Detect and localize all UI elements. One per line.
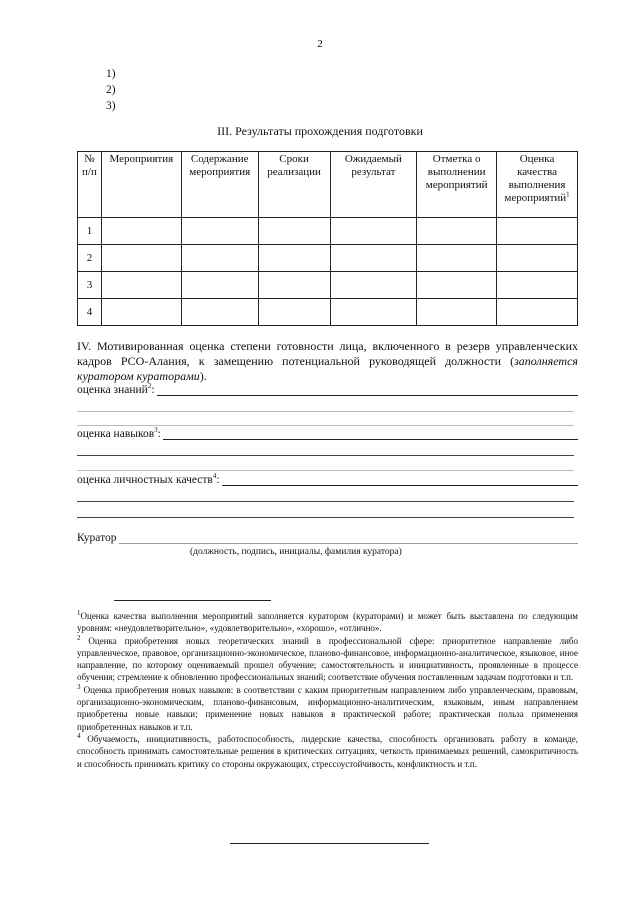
- curator-field[interactable]: [77, 532, 578, 544]
- row-number: 3: [78, 272, 102, 299]
- knowledge-field[interactable]: [77, 384, 578, 396]
- personal-qualities-line-3[interactable]: [77, 517, 574, 518]
- table-cell[interactable]: [258, 272, 330, 299]
- knowledge-line-3[interactable]: [77, 425, 574, 426]
- footnote-2-text: Оценка приобретения новых теоретических знаний в профессиональной сфере: приоритетное направление либо управленческое, правовое, организационно-экономическое, планово-финансовое, информационно-аналитическое, языковое, иное направление, по которому оцениваемый прошел обучение; самостоятельность и инициативность, проявленные в процессе обучения; стремление к обновлению профессиональных знаний; соответствие обучения поставленным задачам подготовки и т.п.: [77, 635, 578, 683]
- col-header-content: Содержание мероприятия: [181, 152, 258, 218]
- footnote-4-text: Обучаемость, инициативность, работоспособность, лидерские качества, способность организовать работу в команде, способность принимать самостоятельные решения в критических ситуациях, четкость принимаемых решений, самокритичность и способность принимать критику со стороны окружающих, стрессоустойчивость, конфликтность и т.п.: [77, 733, 578, 769]
- footnote-2-mark: 2: [77, 633, 81, 642]
- table-cell[interactable]: [417, 299, 497, 326]
- row-number: 2: [78, 245, 102, 272]
- table-cell[interactable]: [330, 245, 417, 272]
- col-header-mark: Отметка о выполнении мероприятий: [417, 152, 497, 218]
- footnote-3-text: Оценка приобретения новых навыков: в соответствии с каким приоритетным направлением либо управленческим, правовым, организационно-экономическим, планово-финансовым, информационно-аналитическим, языковым, иным направлением приобретены новые навыки; применение новых навыков в практической работе; практическая польза применения приобретенных навыков и т.п.: [77, 684, 578, 732]
- row-number: 1: [78, 218, 102, 245]
- table-cell[interactable]: [181, 272, 258, 299]
- table-cell[interactable]: [497, 245, 578, 272]
- table-row: [78, 272, 578, 299]
- bottom-rule: [230, 843, 429, 844]
- skills-line-3[interactable]: [77, 470, 574, 471]
- footnote-4-mark: 4: [77, 731, 81, 740]
- personal-qualities-label: оценка личностных качеств$^4$:: [77, 472, 220, 486]
- col-header-expected: Ожидаемый результат: [330, 152, 417, 218]
- skills-label-text: оценка навыков: [77, 428, 155, 440]
- knowledge-input-line[interactable]: [157, 384, 578, 396]
- col-header-num: № п/п: [78, 152, 102, 218]
- table-cell[interactable]: [101, 218, 181, 245]
- list-item: 2): [106, 84, 116, 96]
- footnote-4: [77, 733, 578, 770]
- table-cell[interactable]: [101, 245, 181, 272]
- footnote-ref-2: 2: [147, 382, 152, 391]
- table-cell[interactable]: [181, 218, 258, 245]
- table-row: [78, 299, 578, 326]
- section-4-text-end: ).: [199, 369, 207, 383]
- footnote-2: [77, 635, 578, 684]
- section-4-text: IV. Мотивированная оценка степени готовности лица, включенного в резерв управленческих кадров РСО-Алания, к замещению потенциальной руководящей должности (: [77, 339, 578, 368]
- footnote-1-text: Оценка качества выполнения мероприятий заполняется куратором (кураторами) и может быть выставлена по следующим уровням: «неудовлетворительно», «удовлетворительно», «хорошо», «отлично».: [77, 611, 578, 634]
- table-cell[interactable]: [417, 245, 497, 272]
- footnote-separator: [114, 600, 271, 601]
- skills-input-line[interactable]: [163, 428, 578, 440]
- table-row: [78, 218, 578, 245]
- table-cell[interactable]: [258, 299, 330, 326]
- table-cell[interactable]: [417, 272, 497, 299]
- table-cell[interactable]: [330, 299, 417, 326]
- table-cell[interactable]: [497, 218, 578, 245]
- skills-label: оценка навыков$^3$:: [77, 426, 161, 440]
- table-cell[interactable]: [258, 245, 330, 272]
- list-item: 3): [106, 100, 116, 112]
- table-cell[interactable]: [417, 218, 497, 245]
- curator-input-line[interactable]: [119, 532, 579, 544]
- skills-field[interactable]: [77, 428, 578, 440]
- footnote-ref-4: 4: [212, 472, 217, 481]
- section-4-paragraph: [77, 339, 578, 384]
- table-cell[interactable]: [497, 272, 578, 299]
- col-header-assessment: [497, 152, 578, 218]
- assessment-header-text: Оценка качества выполнения мероприятий: [504, 153, 567, 204]
- list-item: 1): [106, 68, 116, 80]
- footnote-3-mark: 3: [77, 682, 81, 691]
- knowledge-line-2[interactable]: [77, 411, 574, 412]
- table-cell[interactable]: [258, 218, 330, 245]
- table-cell[interactable]: [181, 299, 258, 326]
- section-4-italic-note: заполняется куратором кураторами: [77, 354, 578, 383]
- footnote-1-mark: 1: [77, 609, 81, 617]
- table-cell[interactable]: [330, 272, 417, 299]
- footnote-1: [77, 610, 578, 635]
- section-3-title: III. Результаты прохождения подготовки: [217, 124, 423, 138]
- personal-qualities-field[interactable]: [77, 474, 578, 486]
- personal-qualities-line-2[interactable]: [77, 501, 574, 502]
- page-number: 2: [317, 38, 323, 50]
- knowledge-label: оценка знаний$^2$:: [77, 382, 155, 396]
- footnote-3: [77, 684, 578, 733]
- table-cell[interactable]: [181, 245, 258, 272]
- table-cell[interactable]: [101, 299, 181, 326]
- curator-label: Куратор: [77, 532, 117, 544]
- table-cell[interactable]: [497, 299, 578, 326]
- col-header-activities: Мероприятия: [101, 152, 181, 218]
- table-header-row: [78, 152, 578, 218]
- skills-line-2[interactable]: [77, 455, 574, 456]
- personal-qualities-label-text: оценка личностных качеств: [77, 474, 213, 486]
- col-header-terms: Сроки реализации: [258, 152, 330, 218]
- knowledge-label-text: оценка знаний: [77, 384, 148, 396]
- footnotes: [77, 610, 578, 770]
- row-number: 4: [78, 299, 102, 326]
- footnote-ref-1: 1: [566, 190, 570, 199]
- curator-hint: (должность, подпись, инициалы, фамилия куратора): [190, 547, 402, 557]
- personal-qualities-input-line[interactable]: [222, 474, 578, 486]
- table-cell[interactable]: [101, 272, 181, 299]
- numbered-list: [106, 66, 116, 114]
- table-row: [78, 245, 578, 272]
- footnote-ref-3: 3: [154, 426, 158, 435]
- table-cell[interactable]: [330, 218, 417, 245]
- results-table: [77, 151, 578, 326]
